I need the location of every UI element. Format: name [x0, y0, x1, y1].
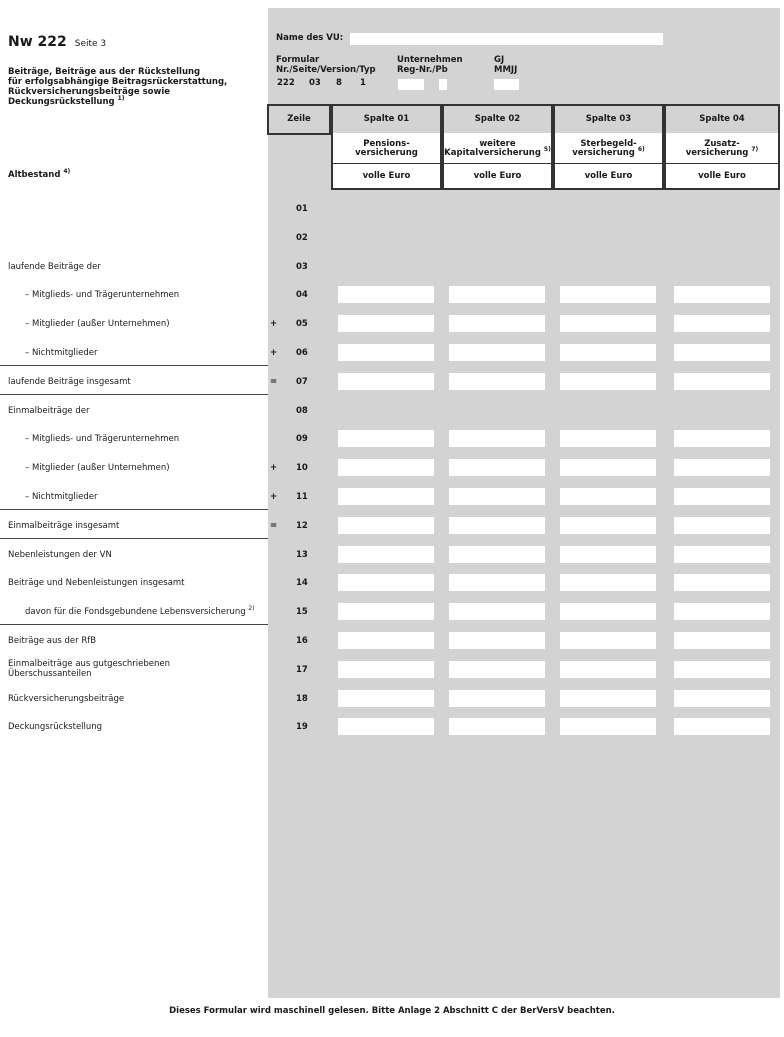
input-zeile-09-spalte-02[interactable] — [449, 430, 545, 447]
input-zeile-14-spalte-01[interactable] — [338, 574, 434, 591]
input-zeile-18-spalte-04[interactable] — [674, 690, 770, 707]
row-number-05: 05 — [296, 319, 308, 329]
input-zeile-10-spalte-02[interactable] — [449, 459, 545, 476]
form-subtitle: Beiträge, Beiträge aus der Rückstellung für erfolgsabhängige Beitragsrückerstattung, Rückversicherungsbeiträge sowie Deckungsrückstellung $^{1)}$ — [8, 67, 228, 107]
input-zeile-09-spalte-03[interactable] — [560, 430, 656, 447]
row-sign-07: = — [270, 377, 278, 387]
row-number-18: 18 — [296, 694, 308, 704]
input-zeile-17-spalte-01[interactable] — [338, 661, 434, 678]
input-zeile-06-spalte-02[interactable] — [449, 344, 545, 361]
input-zeile-14-spalte-02[interactable] — [449, 574, 545, 591]
input-zeile-17-spalte-02[interactable] — [449, 661, 545, 678]
gj-label: GJ MMJJ — [494, 55, 518, 75]
row-separator — [0, 509, 268, 510]
input-zeile-06-spalte-01[interactable] — [338, 344, 434, 361]
row-label-07: laufende Beiträge insgesamt — [8, 377, 131, 387]
input-zeile-05-spalte-04[interactable] — [674, 315, 770, 332]
column-unit-1: volle Euro — [331, 163, 442, 190]
formular-seite-value: 03 — [309, 78, 321, 88]
row-sign-10: + — [270, 463, 278, 473]
row-number-10: 10 — [296, 463, 308, 473]
formular-typ-value: 1 — [360, 78, 366, 88]
row-separator — [0, 394, 268, 395]
row-label-12: Einmalbeiträge insgesamt — [8, 521, 120, 531]
row-sign-06: + — [270, 348, 278, 358]
gj-input[interactable] — [494, 79, 519, 90]
input-zeile-15-spalte-02[interactable] — [449, 603, 545, 620]
row-separator — [0, 365, 268, 366]
input-zeile-11-spalte-04[interactable] — [674, 488, 770, 505]
input-zeile-07-spalte-04[interactable] — [674, 373, 770, 390]
input-zeile-16-spalte-02[interactable] — [449, 632, 545, 649]
input-zeile-18-spalte-01[interactable] — [338, 690, 434, 707]
input-zeile-07-spalte-01[interactable] — [338, 373, 434, 390]
input-zeile-04-spalte-04[interactable] — [674, 286, 770, 303]
row-number-19: 19 — [296, 722, 308, 732]
row-label-15: davon für die Fondsgebundene Lebensversicherung $^{2)}$ — [25, 605, 255, 617]
zeile-header: Zeile — [267, 104, 331, 135]
row-label-10: – Mitglieder (außer Unternehmen) — [25, 463, 170, 473]
row-sign-05: + — [270, 319, 278, 329]
input-zeile-10-spalte-01[interactable] — [338, 459, 434, 476]
input-zeile-17-spalte-03[interactable] — [560, 661, 656, 678]
input-zeile-19-spalte-01[interactable] — [338, 718, 434, 735]
row-number-06: 06 — [296, 348, 308, 358]
row-label-05: – Mitglieder (außer Unternehmen) — [25, 319, 170, 329]
vu-name-label: Name des VU: — [276, 33, 344, 43]
input-zeile-17-spalte-04[interactable] — [674, 661, 770, 678]
unternehmen-label: Unternehmen Reg-Nr./Pb — [397, 55, 463, 75]
input-zeile-16-spalte-03[interactable] — [560, 632, 656, 649]
input-zeile-09-spalte-04[interactable] — [674, 430, 770, 447]
column-unit-4: volle Euro — [664, 163, 780, 190]
formular-version-value: 8 — [336, 78, 342, 88]
input-zeile-05-spalte-03[interactable] — [560, 315, 656, 332]
input-zeile-13-spalte-01[interactable] — [338, 546, 434, 563]
row-number-14: 14 — [296, 578, 308, 588]
input-zeile-05-spalte-01[interactable] — [338, 315, 434, 332]
page-indicator: Seite 3 — [74, 39, 107, 49]
input-zeile-04-spalte-01[interactable] — [338, 286, 434, 303]
input-zeile-19-spalte-03[interactable] — [560, 718, 656, 735]
row-number-15: 15 — [296, 607, 308, 617]
input-zeile-07-spalte-02[interactable] — [449, 373, 545, 390]
column-unit-2: volle Euro — [442, 163, 553, 190]
input-zeile-13-spalte-03[interactable] — [560, 546, 656, 563]
column-description-2: weitere Kapitalversicherung $^{5)}$ — [442, 133, 553, 164]
column-description-1: Pensions- versicherung — [331, 133, 442, 164]
input-zeile-09-spalte-01[interactable] — [338, 430, 434, 447]
pb-input[interactable] — [439, 79, 447, 90]
input-zeile-14-spalte-04[interactable] — [674, 574, 770, 591]
row-label-19: Deckungsrückstellung — [8, 722, 103, 732]
input-zeile-04-spalte-02[interactable] — [449, 286, 545, 303]
row-number-13: 13 — [296, 550, 308, 560]
row-label-13: Nebenleistungen der VN — [8, 550, 112, 560]
input-zeile-06-spalte-04[interactable] — [674, 344, 770, 361]
row-number-11: 11 — [296, 492, 308, 502]
row-number-04: 04 — [296, 290, 308, 300]
footer-note: Dieses Formular wird maschinell gelesen. Bitte Anlage 2 Abschnitt C der BerVersV beachten. — [169, 1006, 615, 1016]
input-zeile-13-spalte-02[interactable] — [449, 546, 545, 563]
row-label-16: Beiträge aus der RfB — [8, 636, 97, 646]
input-zeile-10-spalte-04[interactable] — [674, 459, 770, 476]
column-description-3: Sterbegeld- versicherung $^{6)}$ — [553, 133, 664, 164]
row-label-17: Einmalbeiträge aus gutgeschriebenen Überschussanteilen — [8, 659, 170, 679]
row-number-09: 09 — [296, 434, 308, 444]
row-label-14: Beiträge und Nebenleistungen insgesamt — [8, 578, 185, 588]
input-zeile-16-spalte-01[interactable] — [338, 632, 434, 649]
input-zeile-04-spalte-03[interactable] — [560, 286, 656, 303]
row-sign-11: + — [270, 492, 278, 502]
formular-nr-value: 222 — [277, 78, 295, 88]
reg-nr-input[interactable] — [398, 79, 424, 90]
input-zeile-12-spalte-02[interactable] — [449, 517, 545, 534]
input-zeile-12-spalte-03[interactable] — [560, 517, 656, 534]
input-zeile-15-spalte-03[interactable] — [560, 603, 656, 620]
formular-label: Formular Nr./Seite/Version/Typ — [276, 55, 376, 75]
input-zeile-11-spalte-03[interactable] — [560, 488, 656, 505]
row-sign-12: = — [270, 521, 278, 531]
input-zeile-13-spalte-04[interactable] — [674, 546, 770, 563]
input-zeile-15-spalte-04[interactable] — [674, 603, 770, 620]
input-zeile-12-spalte-04[interactable] — [674, 517, 770, 534]
input-zeile-16-spalte-04[interactable] — [674, 632, 770, 649]
row-number-16: 16 — [296, 636, 308, 646]
row-separator — [0, 624, 268, 625]
input-zeile-19-spalte-04[interactable] — [674, 718, 770, 735]
altbestand-label: Altbestand $^{4)}$ — [8, 168, 71, 180]
input-zeile-07-spalte-03[interactable] — [560, 373, 656, 390]
column-header-2: Spalte 02 — [442, 104, 553, 135]
input-zeile-12-spalte-01[interactable] — [338, 517, 434, 534]
row-label-04: – Mitglieds- und Trägerunternehmen — [25, 290, 180, 300]
input-zeile-11-spalte-01[interactable] — [338, 488, 434, 505]
input-zeile-14-spalte-03[interactable] — [560, 574, 656, 591]
row-number-17: 17 — [296, 665, 308, 675]
input-zeile-18-spalte-03[interactable] — [560, 690, 656, 707]
row-number-07: 07 — [296, 377, 308, 387]
column-header-3: Spalte 03 — [553, 104, 664, 135]
row-label-11: – Nichtmitglieder — [25, 492, 98, 502]
column-unit-3: volle Euro — [553, 163, 664, 190]
column-header-1: Spalte 01 — [331, 104, 442, 135]
input-zeile-10-spalte-03[interactable] — [560, 459, 656, 476]
input-zeile-11-spalte-02[interactable] — [449, 488, 545, 505]
input-zeile-19-spalte-02[interactable] — [449, 718, 545, 735]
row-number-01: 01 — [296, 204, 308, 214]
row-label-18: Rückversicherungsbeiträge — [8, 694, 125, 704]
row-label-09: – Mitglieds- und Trägerunternehmen — [25, 434, 180, 444]
input-zeile-18-spalte-02[interactable] — [449, 690, 545, 707]
input-zeile-06-spalte-03[interactable] — [560, 344, 656, 361]
row-label-06: – Nichtmitglieder — [25, 348, 98, 358]
input-zeile-05-spalte-02[interactable] — [449, 315, 545, 332]
form-number: Nw 222 Seite 3 — [8, 34, 107, 50]
row-separator — [0, 538, 268, 539]
row-label-08: Einmalbeiträge der — [8, 406, 90, 416]
row-number-03: 03 — [296, 262, 308, 272]
column-header-4: Spalte 04 — [664, 104, 780, 135]
row-label-03: laufende Beiträge der — [8, 262, 101, 272]
vu-name-input[interactable] — [350, 33, 663, 45]
column-description-4: Zusatz- versicherung $^{7)}$ — [664, 133, 780, 164]
row-number-02: 02 — [296, 233, 308, 243]
row-number-08: 08 — [296, 406, 308, 416]
row-number-12: 12 — [296, 521, 308, 531]
input-zeile-15-spalte-01[interactable] — [338, 603, 434, 620]
